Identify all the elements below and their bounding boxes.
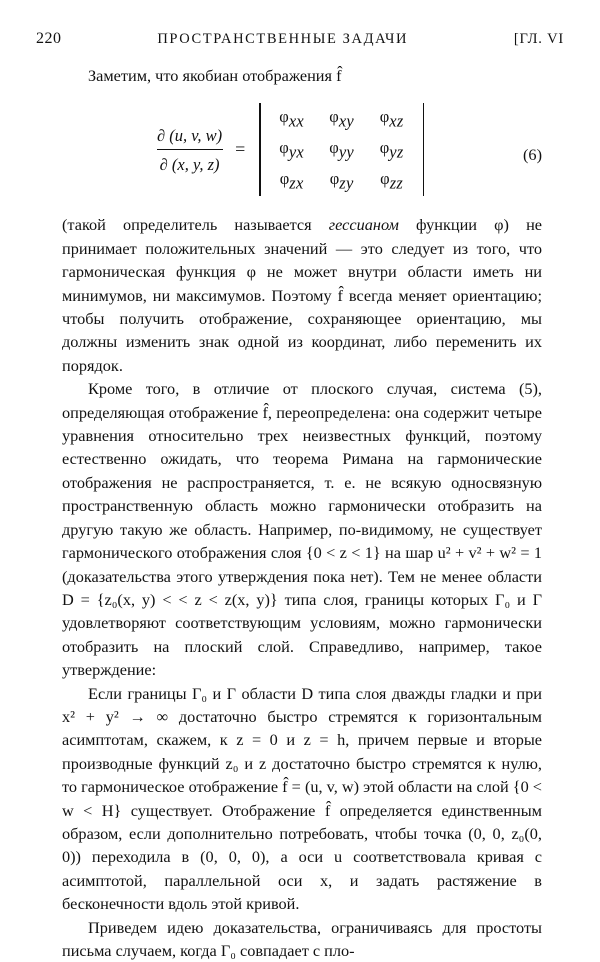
paragraph-5: Приведем идею доказательства, ограничиваясь для простоты письма случаем, когда Г₀ совпадает с пло- bbox=[62, 917, 542, 960]
equals-sign: = bbox=[235, 139, 246, 160]
paragraph-2 bbox=[62, 213, 542, 377]
paragraph-2-part-a: (такой определитель называется bbox=[62, 215, 329, 235]
matrix-cell-21: φyx bbox=[279, 137, 305, 162]
term-gessian: гессианом bbox=[328, 215, 399, 235]
matrix-cell-23: φyz bbox=[379, 137, 404, 162]
matrix-cells bbox=[267, 103, 417, 196]
paragraph-2-part-b: функции φ) не принимает положительных значений — это следует из того, что гармоническая функция φ не может внутри области иметь ни минимумов, ни максимумов. Поэтому f̂ всегда меняет ориентацию; чтобы получить отображение, сохраняющее ориентацию, мы должны изменить знак одной из координат, либо переменить их порядок. bbox=[62, 215, 543, 375]
determinant-bar-right bbox=[423, 103, 424, 196]
matrix-cell-32: φzy bbox=[329, 168, 354, 193]
hessian-matrix bbox=[253, 103, 430, 196]
page-header bbox=[36, 30, 564, 52]
matrix-cell-31: φzx bbox=[279, 168, 304, 193]
fraction-numerator: ∂ (u, v, w) bbox=[157, 125, 223, 145]
page-number: 220 bbox=[36, 30, 62, 47]
running-title: ПРОСТРАНСТВЕННЫЕ ЗАДАЧИ bbox=[157, 31, 409, 47]
equation-number: (6) bbox=[523, 145, 542, 165]
paragraph-4-theorem: Если границы Г₀ и Г области D типа слоя дважды гладки и при x² + y² → ∞ достаточно быстро стремятся к горизонтальным асимптотам, скажем, к z = 0 и z = h, причем первые и вторые производные функций z₀ и z достаточно быстро стремятся к нулю, то гармоническое отображение f̂ = (u, v, w) этой области на слой {0 < w < H} существует. Отображение f̂ определяется единственным образом, если дополнительно потребовать, чтобы точка (0, 0, z₀(0, 0)) переходила в (0, 0, 0), а оси u соответствовала кривая с асимптотой, параллельной оси x, и задать растяжение в бесконечности вдоль этой кривой. bbox=[62, 683, 542, 914]
matrix-cell-33: φzz bbox=[380, 168, 404, 193]
page-body bbox=[62, 64, 542, 962]
fraction-denominator: ∂ (x, y, z) bbox=[157, 149, 223, 176]
matrix-cell-22: φyy bbox=[329, 137, 355, 162]
chapter-marker: [ГЛ. VI bbox=[513, 31, 564, 47]
determinant-bar-left bbox=[259, 103, 260, 196]
jacobian-fraction bbox=[154, 124, 225, 177]
matrix-cell-11: φxx bbox=[279, 106, 305, 131]
matrix-cell-12: φxy bbox=[329, 106, 355, 131]
display-formula bbox=[62, 99, 542, 203]
paragraph-1: Заметим, что якобиан отображения f̂ bbox=[88, 66, 342, 85]
matrix-cell-13: φxz bbox=[379, 106, 404, 131]
paragraph-3: Кроме того, в отличие от плоского случая, система (5), определяющая отображение f̂, переопределена: она содержит четыре уравнения относительно трех неизвестных функций, поэтому естественно ожидать, что теорема Римана на гармонические отображения не распространяется, т. е. не всякую односвязную пространственную область можно гармонически отобразить на другую такую же область. Например, по-видимому, не существует гармонического отображения слоя {0 < z < 1} на шар u² + v² + w² = 1 (доказательства этого утверждения пока нет). Тем не менее области D = {z₀(x, y) < < z < z(x, y)} типа слоя, границы которых Г₀ и Г удовлетворяют соответствующим условиям, можно гармонически отобразить на плоский слой. Справедливо, например, такое утверждение: bbox=[62, 379, 542, 680]
